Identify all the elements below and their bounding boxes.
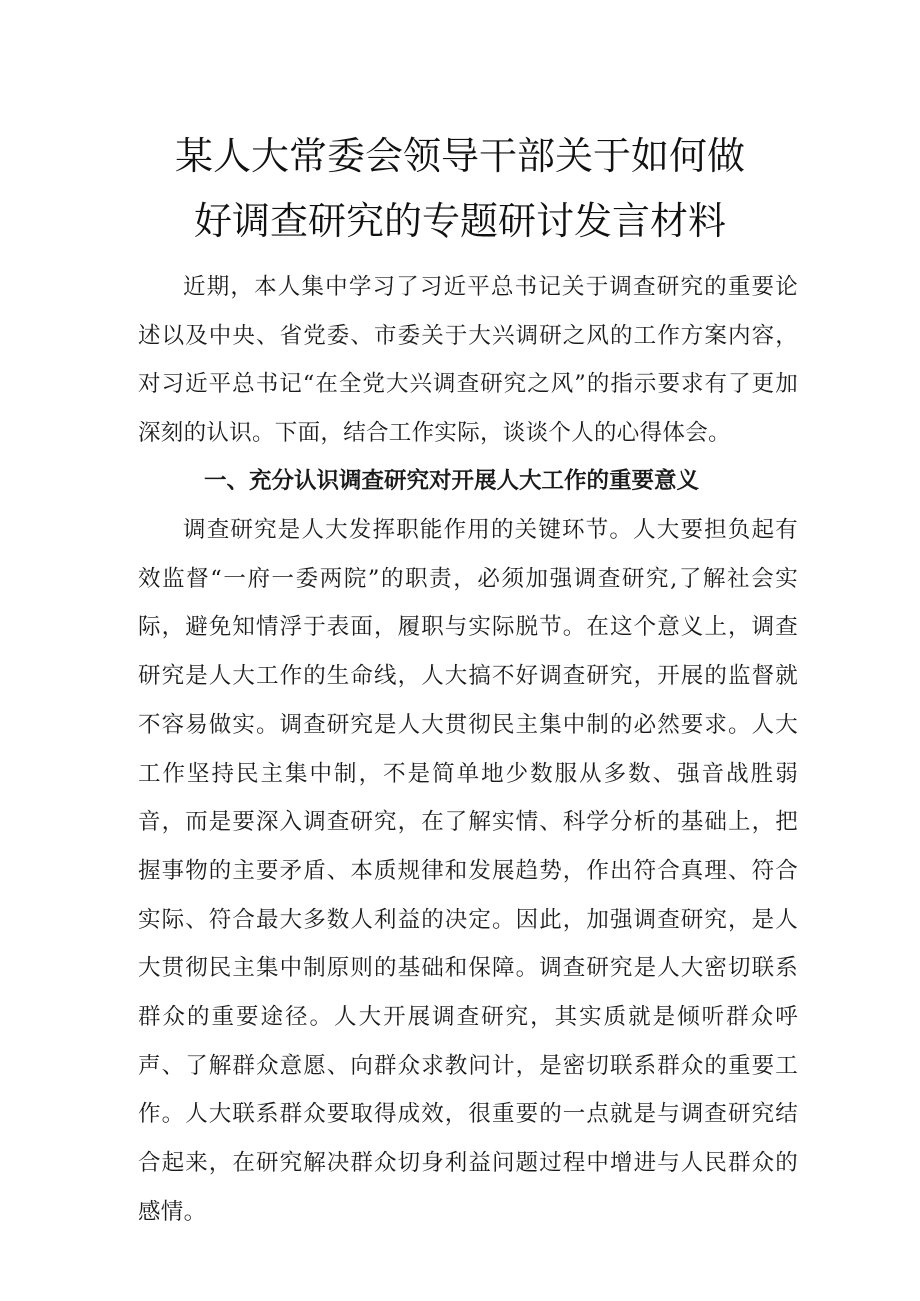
document-title-line-1: 某人大常委会领导干部关于如何做 bbox=[174, 134, 745, 178]
intro-paragraph: 近期，本人集中学习了习近平总书记关于调查研究的重要论述以及中央、省党委、市委关于大兴调研之风的工作方案内容，对习近平总书记“在全党大兴调查研究之风”的指示要求有了更加深刻的认识。下面，结合工作实际，谈谈个人的心得体会。 bbox=[138, 274, 798, 447]
section-1-paragraph: 调查研究是人大发挥职能作用的关键环节。人大要担负起有效监督“一府一委两院”的职责，必须加强调查研究,了解社会实际，避免知情浮于表面，履职与实际脱节。在这个意义上，调查研究是人大工作的生命线，人大搞不好调查研究，开展的监督就不容易做实。调查研究是人大贯彻民主集中制的必然要求。人大工作坚持民主集中制，不是简单地少数服从多数、强音战胜弱音，而是要深入调查研究，在了解实情、科学分析的基础上，把握事物的主要矛盾、本质规律和发展趋势，作出符合真理、符合实际、符合最大多数人利益的决定。因此，加强调查研究，是人大贯彻民主集中制原则的基础和保障。调查研究是人大密切联系群众的重要途径。人大开展调查研究，其实质就是倾听群众呼声、了解群众意愿、向群众求教问计，是密切联系群众的重要工作。人大联系群众要取得成效，很重要的一点就是与调查研究结合起来，在研究解决群众切身利益问题过程中增进与人民群众的感情。 bbox=[138, 517, 798, 1225]
document-title-line-2: 好调查研究的专题研讨发言材料 bbox=[193, 199, 726, 243]
section-heading-1: 一、充分认识调查研究对开展人大工作的重要意义 bbox=[204, 468, 700, 494]
